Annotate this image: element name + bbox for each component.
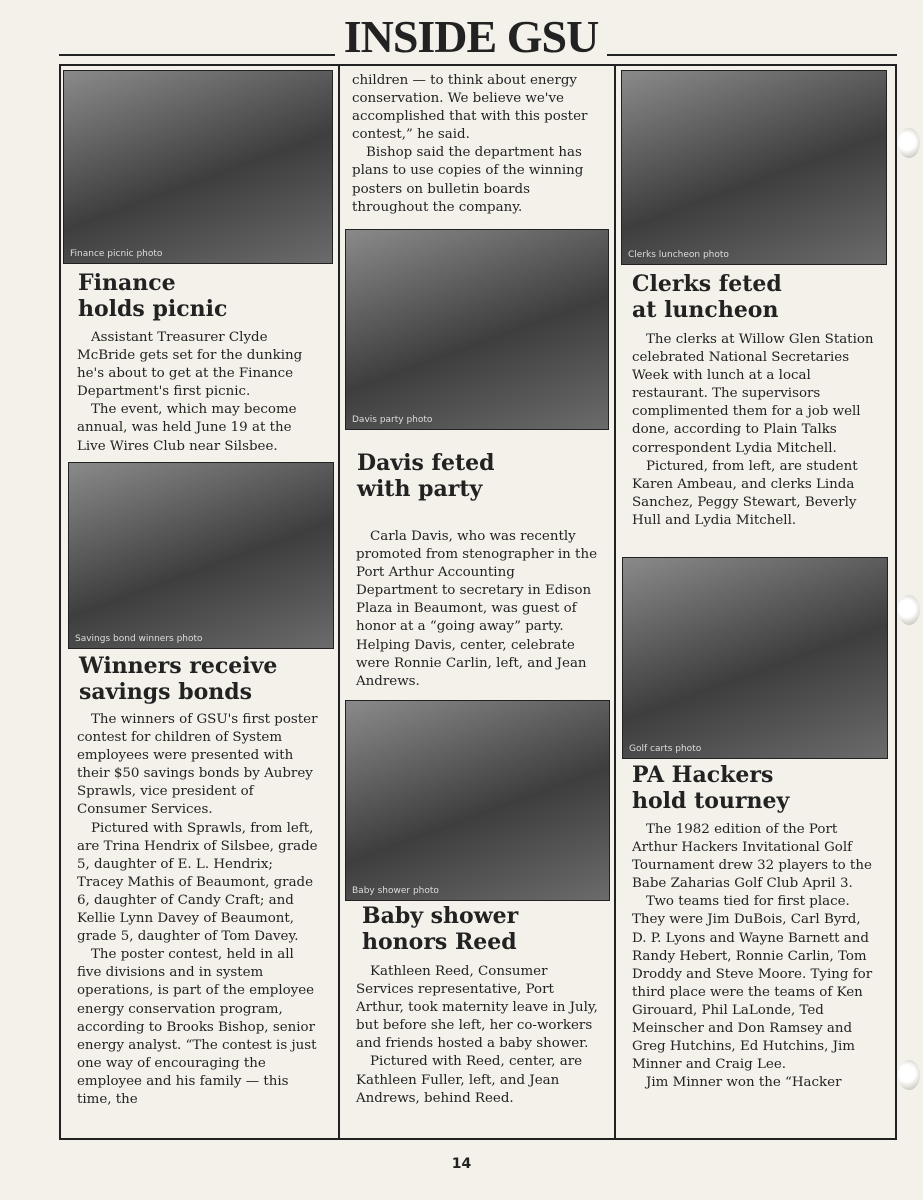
headline-line-1: Baby shower: [362, 903, 519, 929]
column-divider-2: [614, 64, 616, 1140]
article-paragraph: Pictured, from left, are student Karen Ambeau, and clerks Linda Sanchez, Peggy Stewart, Beverly Hull and Lydia Mitchell.: [632, 458, 858, 528]
headline-line-1: PA Hackers: [632, 762, 774, 788]
photo-placeholder-label: Baby shower photo: [352, 886, 439, 896]
photo-placeholder-label: Savings bond winners photo: [75, 634, 203, 644]
photo-placeholder-label: Finance picnic photo: [70, 249, 163, 259]
photo-placeholder-label: Davis party photo: [352, 415, 433, 425]
finance-picnic-headline: [78, 270, 328, 322]
golf-carts-photo: [622, 557, 888, 759]
baby-shower-headline: [362, 903, 607, 955]
headline-line-1: Finance: [78, 270, 176, 296]
masthead-rule-left: [59, 54, 335, 56]
article-paragraph: Kathleen Reed, Consumer Services representative, Port Arthur, took maternity leave in July, but before she left, her co-workers and friends hosted a baby shower.: [356, 964, 598, 1052]
article-paragraph: The poster contest, held in all five divisions and in system operations, is part of the employee energy conservation program, according to Brooks Bishop, senior energy analyst. “The contest is just one way of encouraging the employee and his family — this time, the: [77, 947, 317, 1107]
headline-line-2: at luncheon: [632, 297, 779, 323]
masthead-title: INSIDE GSU: [343, 11, 599, 62]
headline-line-1: Winners receive: [79, 653, 278, 679]
davis-article: [356, 528, 600, 691]
article-paragraph: Carla Davis, who was recently promoted from stenographer in the Port Arthur Accounting Department to secretary in Edison Plaza in Beaumont, was guest of honor at a “going away” party. Helping Davis, center, celebrate were Ronnie Carlin, left, and Jean Andrews.: [356, 529, 597, 689]
article-paragraph: Pictured with Reed, center, are Kathleen Fuller, left, and Jean Andrews, behind Reed.: [356, 1054, 583, 1106]
photo-placeholder-label: Clerks luncheon photo: [628, 250, 729, 260]
hackers-article: [632, 821, 877, 1092]
headline-line-2: honors Reed: [362, 929, 517, 955]
column-divider-1: [338, 64, 340, 1140]
savings-bond-winners-photo: [68, 462, 334, 649]
clerks-headline: [632, 271, 882, 323]
page-number: 14: [451, 1156, 472, 1172]
article-paragraph: The 1982 edition of the Port Arthur Hackers Invitational Golf Tournament drew 32 players to the Babe Zaharias Golf Club April 3.: [632, 822, 872, 892]
davis-party-photo: [345, 229, 609, 430]
hackers-headline: [632, 762, 882, 814]
winners-article-continued: [352, 72, 598, 217]
article-paragraph: Two teams tied for first place. They were Jim DuBois, Carl Byrd, D. P. Lyons and Wayne Barnett and Randy Hebert, Ronnie Carlin, Tom Droddy and Steve Moore. Tying for third place were the teams of Ken Girouard, Phil LaLonde, Ted Meinscher and Don Ramsey and Greg Hutchins, Ed Hutchins, Jim Minner and Craig Lee.: [632, 894, 873, 1073]
finance-picnic-photo: [63, 70, 333, 264]
article-paragraph: The winners of GSU's first poster contest for children of System employees were presented with their $50 savings bonds by Aubrey Sprawls, vice president of Consumer Services.: [77, 712, 318, 818]
binder-hole-top: [898, 128, 920, 158]
headline-line-2: hold tourney: [632, 788, 790, 814]
baby-shower-photo: [345, 700, 610, 901]
winners-article: [77, 711, 319, 1109]
binder-hole-middle: [898, 595, 920, 625]
photo-placeholder-label: Golf carts photo: [629, 744, 702, 754]
baby-shower-article: [356, 963, 600, 1108]
binder-hole-bottom: [898, 1060, 920, 1090]
headline-line-1: Davis feted: [357, 450, 495, 476]
article-paragraph: Jim Minner won the “Hacker: [646, 1075, 842, 1091]
headline-line-2: holds picnic: [78, 296, 228, 322]
masthead-rule-right: [607, 54, 897, 56]
headline-line-2: with party: [357, 476, 483, 502]
finance-picnic-article: [77, 329, 319, 456]
article-paragraph: The event, which may become annual, was held June 19 at the Live Wires Club near Silsbee.: [77, 402, 297, 454]
winners-headline: [79, 653, 334, 705]
davis-headline: [357, 450, 602, 502]
article-paragraph: Assistant Treasurer Clyde McBride gets set for the dunking he's about to get at the Finance Department's first picnic.: [77, 330, 303, 400]
article-paragraph: Pictured with Sprawls, from left, are Trina Hendrix of Silsbee, grade 5, daughter of E. L. Hendrix; Tracey Mathis of Beaumont, grade 6, daughter of Candy Craft; and Kellie Lynn Davey of Beaumont, grade 5, daughter of Tom Davey.: [77, 820, 318, 945]
article-paragraph: The clerks at Willow Glen Station celebrated National Secretaries Week with lunch at a local restaurant. The supervisors complimented them for a job well done, according to Plain Talks correspondent Lydia Mitchell.: [632, 332, 874, 456]
clerks-article: [632, 331, 877, 530]
article-paragraph: Bishop said the department has plans to use copies of the winning posters on bulletin boards throughout the company.: [352, 145, 584, 215]
article-paragraph: children — to think about energy conservation. We believe we've accomplished that with this poster contest,” he said.: [352, 73, 588, 143]
headline-line-2: savings bonds: [79, 679, 253, 705]
headline-line-1: Clerks feted: [632, 271, 782, 297]
clerks-luncheon-photo: [621, 70, 887, 265]
